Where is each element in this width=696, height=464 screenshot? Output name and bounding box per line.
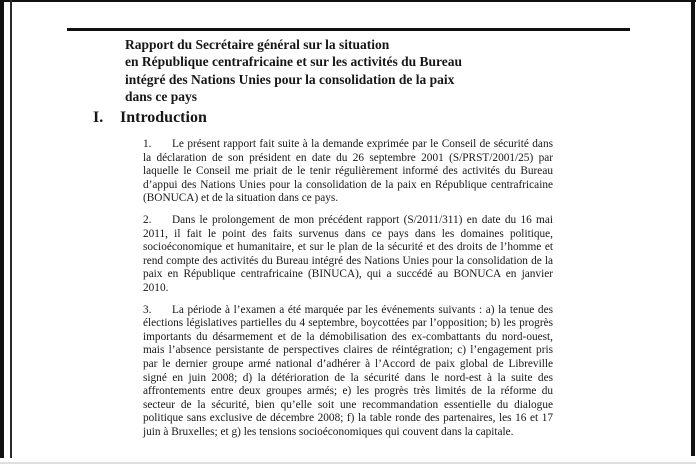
report-title-line: Rapport du Secrétaire général sur la situation <box>125 37 390 52</box>
section-heading-label: Introduction <box>120 109 207 126</box>
paragraph-number: 3. <box>143 303 152 316</box>
scan-edge-right-bar <box>691 0 695 456</box>
paragraph-number: 2. <box>143 213 152 226</box>
paragraph-text: Dans le prolongement de mon précédent rapport (S/2011/311) en date du 16 mai 2011, il fait le point des faits survenus dans ce pays dans les domaines politique, socioéconomique et humanitaire, et sur le plan de la sécurité et des droits de l’homme et rend compte des activités du Bureau intégré des Nations Unies pour la consolidation de la paix en République centrafricaine (BINUCA), qui a succédé au BONUCA en janvier 2010. <box>143 213 553 294</box>
scan-edge-top <box>0 0 696 2</box>
title-rule <box>67 28 630 31</box>
scan-edge-left-bar <box>0 0 4 458</box>
paragraph-text: La période à l’examen a été marquée par les événements suivants : a) la tenue des élections législatives partielles du 4 septembre, boycottées par l’opposition; b) les progrès importants du désarmement et de la démobilisation des ex-combattants du nord-ouest, mais l’absence persistante de perspectives claires de réintégration; c) l’engagement pris par le dernier groupe armé national d’adhérer à l’Accord de paix global de Libreville signé en juin 2008; d) la détérioration de la sécurité dans le nord-est à la suite des affrontements entre deux groupes armés; e) les progrès très limités de la réforme du secteur de la sécurité, bien qu’elle soit une recommandation essentielle du dialogue politique sans exclusive de décembre 2008; f) la table ronde des partenaires, les 16 et 17 juin à Bruxelles; et g) les tensions socioéconomiques qui couvent dans la capitale. <box>143 303 553 438</box>
report-title-line: en République centrafricaine et sur les activités du Bureau <box>125 54 462 70</box>
paragraph <box>143 304 553 440</box>
scan-edge-left-line <box>10 0 12 458</box>
report-title-line: dans ce pays <box>125 88 198 104</box>
section-heading <box>93 108 207 128</box>
report-title-line: intégré des Nations Unies pour la consolidation de la paix <box>125 71 455 87</box>
paragraph <box>143 138 553 206</box>
body-text <box>143 138 553 447</box>
report-title <box>125 36 565 105</box>
paragraph-number: 1. <box>143 138 152 150</box>
section-numeral: I. <box>93 109 104 126</box>
paragraph <box>143 214 553 296</box>
paragraph-text: Le présent rapport fait suite à la demande exprimée par le Conseil de sécurité dans la déclaration de son président en date du 26 septembre 2001 (S/PRST/2001/25) par laquelle le Conseil me priait de le tenir régulièrement informé des activités du Bureau d’appui des Nations Unies pour la consolidation de la paix en République centrafricaine (BONUCA) et de la situation dans ce pays. <box>143 138 553 205</box>
